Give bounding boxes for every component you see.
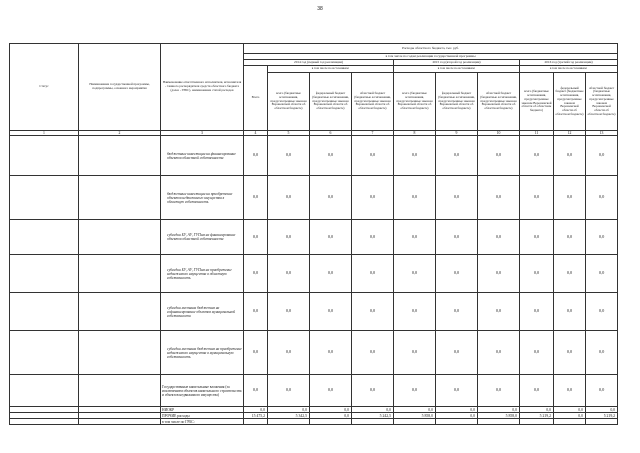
program-cell xyxy=(79,220,161,255)
value-cell: 0,0 xyxy=(352,331,394,375)
value-cell: 5 242,5 xyxy=(352,413,394,419)
value-cell: 0,0 xyxy=(268,293,310,331)
header-2016-federal: федеральный бюджет (бюджетные ассигнования, предусмотренные законом Воронежской области об областном бюджете) xyxy=(554,73,586,131)
value-cell: 0,0 xyxy=(352,176,394,220)
table-row xyxy=(10,136,618,176)
table-row xyxy=(10,176,618,220)
header-2014-total-assigned: всего (бюджетные ассигнования, предусмотренные законом Воронежской области об областном бюджете) xyxy=(268,73,310,131)
header-row-1 xyxy=(10,44,618,54)
value-cell: 0,0 xyxy=(310,220,352,255)
header-expenses-title: Расходы областного бюджета, тыс. руб. xyxy=(244,44,618,54)
value-cell: 0,0 xyxy=(478,407,520,413)
budget-table xyxy=(9,43,618,425)
program-cell xyxy=(79,176,161,220)
column-number: 8 xyxy=(394,131,436,136)
value-cell: 0,0 xyxy=(554,407,586,413)
value-cell: 0,0 xyxy=(586,255,618,293)
value-cell: 0,0 xyxy=(310,407,352,413)
other-expenses-label: ПРОЧИЕ расходы xyxy=(161,413,244,419)
program-cell xyxy=(79,419,161,425)
header-2015-total-assigned: всего (бюджетные ассигнования, предусмотренные законом Воронежской области об областном бюджете) xyxy=(394,73,436,131)
value-cell: 0,0 xyxy=(352,407,394,413)
header-executor: Наименование ответственного исполнителя, исполнителя - главного распорядителя средств областного бюджета (далее - ГРБС), наименование статей расходов xyxy=(161,44,244,131)
expense-item-label: субсидии БУ, АУ, ГУПам на финансирование объектов областной собственности xyxy=(161,220,244,255)
column-number: 4 xyxy=(244,131,268,136)
status-cell xyxy=(10,176,79,220)
value-cell: 0,0 xyxy=(554,176,586,220)
program-cell xyxy=(79,331,161,375)
value-cell: 0,0 xyxy=(478,220,520,255)
value-cell: 0,0 xyxy=(520,136,554,176)
status-cell xyxy=(10,419,79,425)
header-sources-2015: в том числе по источникам: xyxy=(394,66,520,73)
value-cell: 0,0 xyxy=(310,136,352,176)
value-cell: 0,0 xyxy=(520,293,554,331)
value-cell: 0,0 xyxy=(352,375,394,407)
header-2014-regional: областной бюджет (бюджетные ассигнования, предусмотренные законом Воронежской области об областном бюджете) xyxy=(352,73,394,131)
value-cell xyxy=(394,419,436,425)
expense-item-label: бюджетные инвестиции на финансирование объектов областной собственности xyxy=(161,136,244,176)
column-number: 12 xyxy=(554,131,586,136)
value-cell: 0,0 xyxy=(554,220,586,255)
page-number: 38 xyxy=(317,6,323,12)
value-cell: 0,0 xyxy=(310,176,352,220)
header-year-2015: 2015 год (второй год реализации) xyxy=(394,60,520,66)
program-cell xyxy=(79,375,161,407)
column-number: 7 xyxy=(352,131,394,136)
table-row xyxy=(10,255,618,293)
value-cell: 0,0 xyxy=(478,255,520,293)
expense-item-label: субсидии БУ, АУ, ГУПам на приобретение недвижимого имущества в областную собственность xyxy=(161,255,244,293)
program-cell xyxy=(79,293,161,331)
value-cell: 0,0 xyxy=(478,375,520,407)
value-cell: 0,0 xyxy=(394,293,436,331)
status-cell xyxy=(10,220,79,255)
column-number: 11 xyxy=(520,131,554,136)
value-cell: 0,0 xyxy=(268,176,310,220)
table-row xyxy=(10,220,618,255)
value-cell: 0,0 xyxy=(268,136,310,176)
value-cell: 0,0 xyxy=(244,293,268,331)
value-cell: 0,0 xyxy=(478,293,520,331)
header-2016-regional: областной бюджет (бюджетные ассигнования, предусмотренные законом Воронежской области об областном бюджете) xyxy=(586,73,618,131)
value-cell: 5 858,0 xyxy=(478,413,520,419)
value-cell: 0,0 xyxy=(554,375,586,407)
status-cell xyxy=(10,255,79,293)
value-cell: 0,0 xyxy=(244,220,268,255)
header-2015-regional: областной бюджет (бюджетные ассигнования, предусмотренные законом Воронежской области об областном бюджете) xyxy=(478,73,520,131)
table-row xyxy=(10,293,618,331)
column-number: 10 xyxy=(478,131,520,136)
value-cell: 0,0 xyxy=(244,176,268,220)
value-cell: 0,0 xyxy=(478,176,520,220)
value-cell: 0,0 xyxy=(520,407,554,413)
value-cell: 0,0 xyxy=(478,136,520,176)
table-row xyxy=(10,375,618,407)
value-cell: 0,0 xyxy=(436,176,478,220)
value-cell: 5 219,2 xyxy=(520,413,554,419)
value-cell: 0,0 xyxy=(554,331,586,375)
value-cell: 0,0 xyxy=(310,331,352,375)
status-cell xyxy=(10,331,79,375)
expense-item-label: Государственные капитальные вложения (за исключением объектов капитального строительства и объектов недвижимого имущества) xyxy=(161,375,244,407)
value-cell: 0,0 xyxy=(520,255,554,293)
value-cell: 0,0 xyxy=(554,136,586,176)
status-cell xyxy=(10,375,79,407)
value-cell: 0,0 xyxy=(244,375,268,407)
header-2015-federal: федеральный бюджет (бюджетные ассигнования, предусмотренные законом Воронежской области об областном бюджете) xyxy=(436,73,478,131)
value-cell: 0,0 xyxy=(394,375,436,407)
value-cell xyxy=(436,419,478,425)
header-program-name: Наименование государственной программы, подпрограммы, основного мероприятия xyxy=(79,44,161,131)
value-cell xyxy=(520,419,554,425)
value-cell xyxy=(554,419,586,425)
value-cell xyxy=(268,419,310,425)
value-cell: 0,0 xyxy=(520,331,554,375)
header-year-2016: 2016 год (третий год реализации) xyxy=(520,60,618,66)
value-cell: 0,0 xyxy=(436,220,478,255)
header-total: Всего xyxy=(244,66,268,131)
value-cell: 0,0 xyxy=(436,293,478,331)
value-cell: 0,0 xyxy=(310,293,352,331)
header-year-2014: 2014 год (первый год реализации) xyxy=(244,60,394,66)
value-cell: 0,0 xyxy=(586,176,618,220)
status-cell xyxy=(10,293,79,331)
value-cell: 0,0 xyxy=(394,176,436,220)
value-cell: 0,0 xyxy=(352,136,394,176)
expense-item-label: субсидии местным бюджетам на приобретение недвижимого имущества в муниципальную собственность xyxy=(161,331,244,375)
value-cell: 0,0 xyxy=(436,331,478,375)
value-cell: 0,0 xyxy=(268,255,310,293)
niokr-label: НИОКР xyxy=(161,407,244,413)
value-cell: 0,0 xyxy=(436,407,478,413)
column-number: 2 xyxy=(79,131,161,136)
value-cell: 0,0 xyxy=(244,407,268,413)
value-cell: 0,0 xyxy=(394,331,436,375)
value-cell: 0,0 xyxy=(244,136,268,176)
value-cell: 0,0 xyxy=(394,407,436,413)
column-number: 9 xyxy=(436,131,478,136)
value-cell: 0,0 xyxy=(394,136,436,176)
value-cell: 0,0 xyxy=(352,220,394,255)
value-cell: 0,0 xyxy=(586,331,618,375)
value-cell: 0,0 xyxy=(394,220,436,255)
value-cell: 0,0 xyxy=(310,255,352,293)
value-cell xyxy=(310,419,352,425)
value-cell xyxy=(244,419,268,425)
grbs-row xyxy=(10,419,618,425)
value-cell: 0,0 xyxy=(436,413,478,419)
value-cell: 0,0 xyxy=(586,136,618,176)
value-cell: 0,0 xyxy=(520,176,554,220)
column-number: 1 xyxy=(10,131,79,136)
grbs-label: в том числе по ГРБС: xyxy=(161,419,244,425)
value-cell: 0,0 xyxy=(244,255,268,293)
value-cell: 0,0 xyxy=(352,255,394,293)
program-cell xyxy=(79,136,161,176)
value-cell: 0,0 xyxy=(352,293,394,331)
header-status: Статус xyxy=(10,44,79,131)
value-cell: 0,0 xyxy=(436,136,478,176)
column-number: 3 xyxy=(161,131,244,136)
value-cell xyxy=(352,419,394,425)
value-cell xyxy=(478,419,520,425)
column-number: 5 xyxy=(268,131,310,136)
program-cell xyxy=(79,255,161,293)
value-cell: 15 475,2 xyxy=(244,413,268,419)
status-cell xyxy=(10,136,79,176)
value-cell: 0,0 xyxy=(436,375,478,407)
value-cell: 0,0 xyxy=(520,375,554,407)
expense-item-label: бюджетные инвестиции на приобретение объектов недвижимого имущества в областную собственность xyxy=(161,176,244,220)
value-cell: 0,0 xyxy=(586,407,618,413)
value-cell: 5 342,5 xyxy=(268,413,310,419)
value-cell: 0,0 xyxy=(586,375,618,407)
value-cell: 0,0 xyxy=(268,220,310,255)
value-cell: 0,0 xyxy=(436,255,478,293)
value-cell: 0,0 xyxy=(478,331,520,375)
value-cell: 5 219,2 xyxy=(586,413,618,419)
value-cell: 0,0 xyxy=(554,293,586,331)
value-cell: 0,0 xyxy=(586,293,618,331)
header-by-years: в том числе по годам реализации государственной программы xyxy=(244,54,618,60)
value-cell: 0,0 xyxy=(554,413,586,419)
value-cell: 0,0 xyxy=(244,331,268,375)
value-cell: 0,0 xyxy=(586,220,618,255)
value-cell: 0,0 xyxy=(520,220,554,255)
header-sources-2016: в том числе по источникам: xyxy=(520,66,618,73)
header-2014-federal: федеральный бюджет (бюджетные ассигнования, предусмотренные законом Воронежской области об областном бюджете) xyxy=(310,73,352,131)
header-2016-total-assigned: всего (бюджетные ассигнования, предусмотренные законом Воронежской области об областном бюджете) xyxy=(520,73,554,131)
column-number: 6 xyxy=(310,131,352,136)
value-cell: 0,0 xyxy=(268,407,310,413)
header-sources-2014: в том числе по источникам: xyxy=(268,66,394,73)
value-cell: 0,0 xyxy=(310,375,352,407)
table-row xyxy=(10,331,618,375)
value-cell: 0,0 xyxy=(394,255,436,293)
value-cell: 0,0 xyxy=(310,413,352,419)
value-cell: 5 858,0 xyxy=(394,413,436,419)
value-cell xyxy=(586,419,618,425)
value-cell: 0,0 xyxy=(554,255,586,293)
value-cell: 0,0 xyxy=(268,331,310,375)
value-cell: 0,0 xyxy=(268,375,310,407)
expense-item-label: субсидии местным бюджетам на софинансирование объектов муниципальной собственности xyxy=(161,293,244,331)
column-number: 13 xyxy=(586,131,618,136)
